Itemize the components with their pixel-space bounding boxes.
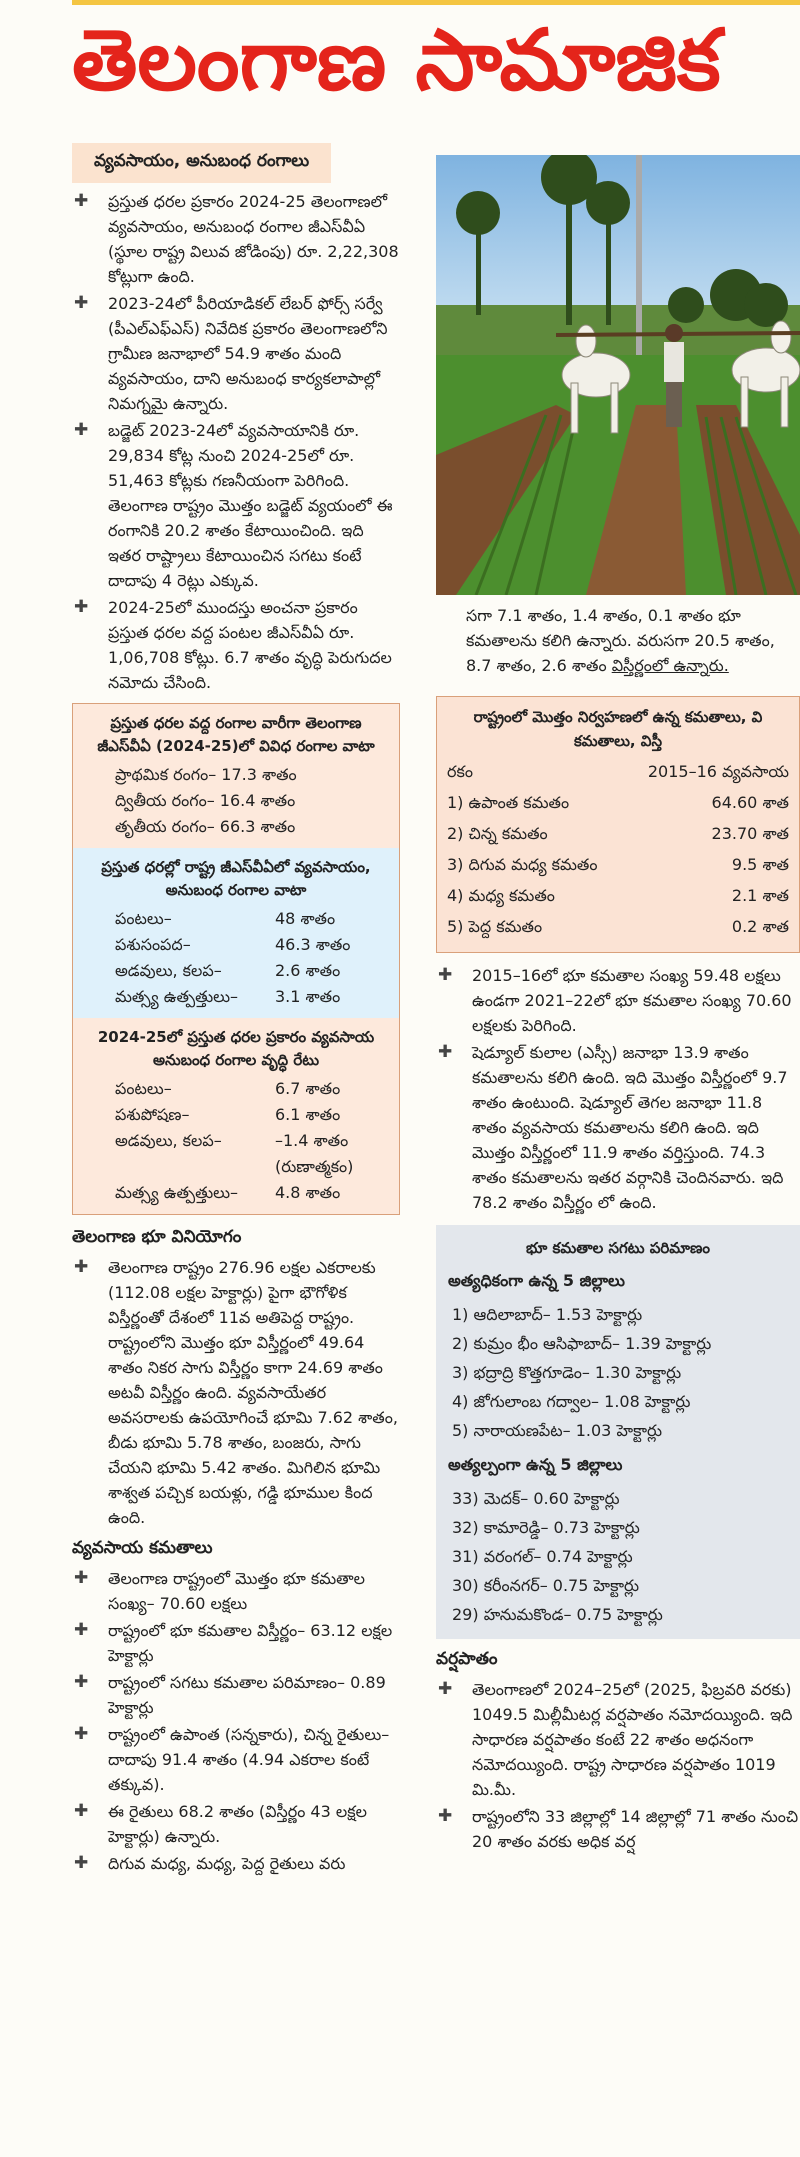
left-column (72, 143, 400, 1878)
growth-rate-panel (73, 1018, 399, 1214)
table-row: 2) చిన్న కమతం 23.70 శాత (447, 824, 789, 843)
agri-share-title: ప్రస్తుత ధరల్లో రాష్ట్ర జీఎస్‌వీఏలో వ్యవసాయం, అనుబంధ రంగాల వాటా (101, 858, 371, 899)
highest-districts-heading: అత్యధికంగా ఉన్న 5 జిల్లాలు (448, 1271, 625, 1290)
table-row: 4) మధ్య కమతం 2.1 శాత (447, 886, 789, 905)
lowest-districts-heading: అత్యల్పంగా ఉన్న 5 జిల్లాలు (448, 1455, 623, 1474)
list-item: ✚ బడ్జెట్ 2023-24లో వ్యవసాయానికి రూ. 29,834 కోట్ల నుంచి 2024-25లో రూ. 51,463 కోట్లకు గణనీయంగా పెరిగింది. తెలంగాణ రాష్ట్రం మొత్తం బడ్జెట్ వ్యయంలో ఈ రంగానికి 20.2 శాతం కేటాయించింది. ఇది ఇతర రాష్ట్రాలు కేటాయించిన సగటు కంటే దాదాపు 4 రెట్లు ఎక్కువ. (72, 418, 400, 593)
agri-section-heading: వ్యవసాయం, అనుబంధ రంగాలు (72, 143, 331, 183)
top-accent-bar (72, 0, 800, 5)
ploughing-oxen-illustration (436, 155, 800, 595)
table-header: రకం 2015–16 వ్యవసాయ (447, 762, 789, 781)
table-row: 5) పెద్ద కమతం 0.2 శాత (447, 917, 789, 936)
right-column (436, 155, 800, 1856)
list-item: ✚ తెలంగాణలో 2024–25లో (2025, ఫిబ్రవరి వరకు) 1049.5 మిల్లీమీటర్ల వర్షపాతం నమోదయ్యింది. ఇది సాధారణ వర్షపాతం కంటే 22 శాతం అధనంగా నమోదయ్యింది. రాష్ట్ర సాధారణ వర్షపాతం 1019 మి.మీ. (436, 1677, 800, 1802)
agri-share-panel (73, 848, 399, 1018)
photo-continuation-text: సగా 7.1 శాతం, 1.4 శాతం, 0.1 శాతం భూ కమతాలను కలిగి ఉన్నారు. వరుసగా 20.5 శాతం, 8.7 శాతం, 2.6 శాతం విస్తీర్ణంలో ఉన్నారు. (466, 606, 775, 675)
list-item: 33) మెదక్– 0.60 హెక్టార్లు (452, 1489, 620, 1508)
list-item: 1) ఆదిలాబాద్– 1.53 హెక్టార్లు (452, 1305, 643, 1324)
list-item: ✚ ఈ రైతులు 68.2 శాతం (విస్తీర్ణం 43 లక్షల హెక్టార్లు) ఉన్నారు. (72, 1799, 400, 1849)
table-row: 3) దిగువ మధ్య కమతం 9.5 శాత (447, 855, 789, 874)
list-item: ✚ 2023-24లో పీరియాడికల్ లేబర్ ఫోర్స్ సర్వే (పీఎల్ఎఫ్ఎస్) నివేదిక ప్రకారం తెలంగాణలోని గ్రామీణ జనాభాలో 54.9 శాతం మంది వ్యవసాయం, దాని అనుబంధ కార్యకలాపాల్లో నిమగ్నమై ఉన్నారు. (72, 291, 400, 416)
list-item: ✚ షెడ్యూల్ కులాల (ఎస్సీ) జనాభా 13.9 శాతం కమతాలను కలిగి ఉంది. ఇది మొత్తం విస్తీర్ణంలో 9.7 శాతం ఉంటుంది. షెడ్యూల్ తెగల జనాభా 11.8 శాతం వ్యవసాయ కమతాలను కలిగి ఉంది. ఇది మొత్తం విస్తీర్ణంలో 11.9 శాతం వర్తిస్తుంది. 74.3 శాతం కమతాలను ఇతర వర్గానికి చెందినవారు. ఇది 78.2 శాతం విస్తీర్ణం లో ఉంది. (436, 1040, 800, 1215)
land-use-bullets (72, 1255, 400, 1530)
list-item: ✚ రాష్ట్రంలో సగటు కమతాల పరిమాణం– 0.89 హెక్టార్లు (72, 1670, 400, 1720)
holdings-table (436, 696, 800, 953)
rainfall-heading: వర్షపాతం (436, 1649, 498, 1669)
gsva-info-box (72, 703, 400, 1215)
holdings-change-bullets (436, 963, 800, 1215)
list-item: 3) భద్రాద్రి కొత్తగూడెం– 1.30 హెక్టార్లు (452, 1363, 682, 1382)
agri-share-row: పశుసంపద– 46.3 శాతం (115, 935, 351, 954)
list-item: 29) హనుమకొండ– 0.75 హెక్టార్లు (452, 1605, 663, 1624)
sector-share-panel (73, 704, 399, 848)
list-item: ✚ తెలంగాణ రాష్ట్రం 276.96 లక్షల ఎకరాలకు (112.08 లక్షల హెక్టార్లు) పైగా భౌగోళిక విస్తీర్ణంతో దేశంలో 11వ అతిపెద్ద రాష్ట్రం. రాష్ట్రంలోని మొత్తం భూ విస్తీర్ణంలో 49.64 శాతం నికర సాగు విస్తీర్ణం కాగా 24.69 శాతం అటవీ విస్తీర్ణం ఉంది. వ్యవసాయేతర అవసరాలకు ఉపయోగించే భూమి 7.62 శాతం, బీడు భూమి 5.78 శాతం, బంజరు, సాగు చేయని భూమి 5.42 శాతం. మిగిలిన భూమి శాశ్వత పచ్చిక బయళ్లు, గడ్డి భూముల కింద ఉంది. (72, 1255, 400, 1530)
growth-rate-row: పంటలు– 6.7 శాతం (115, 1079, 341, 1098)
page-headline: తెలంగాణ సామాజిక (72, 11, 721, 109)
list-item: ✚ ప్రస్తుత ధరల ప్రకారం 2024-25 తెలంగాణలో వ్యవసాయం, అనుబంధ రంగాల జీఎస్‌వీఏ (స్థూల రాష్ట్ర విలువ జోడింపు) రూ. 2,22,308 కోట్లుగా ఉంది. (72, 189, 400, 289)
sector-share-row: ప్రాథమిక రంగం– 17.3 శాతం (115, 765, 297, 784)
list-item: ✚ తెలంగాణ రాష్ట్రంలో మొత్తం భూ కమతాల సంఖ్య– 70.60 లక్షలు (72, 1566, 400, 1616)
growth-rate-row: పశుపోషణ– 6.1 శాతం (115, 1105, 341, 1124)
avg-holding-box (436, 1225, 800, 1639)
agri-bullets (72, 189, 400, 695)
holdings-table-subtitle: కమతాలు, విస్తీ (573, 732, 663, 750)
farm-photo (436, 155, 800, 595)
sector-share-row: ద్వితీయ రంగం– 16.4 శాతం (115, 791, 296, 810)
growth-rate-row: మత్స్య ఉత్పత్తులు– 4.8 శాతం (115, 1183, 341, 1202)
holdings-heading: వ్యవసాయ కమతాలు (72, 1538, 213, 1558)
growth-rate-row: అడవులు, కలప– –1.4 శాతం (రుణాత్మకం) (115, 1131, 354, 1176)
list-item: ✚ 2015–16లో భూ కమతాల సంఖ్య 59.48 లక్షలు ఉండగా 2021–22లో భూ కమతాల సంఖ్య 70.60 లక్షలకు పెరిగింది. (436, 963, 800, 1038)
growth-rate-title: 2024-25లో ప్రస్తుత ధరల ప్రకారం వ్యవసాయ అనుబంధ రంగాల వృద్ధి రేటు (97, 1028, 375, 1069)
avg-holding-title: భూ కమతాల సగటు పరిమాణం (526, 1239, 710, 1257)
sector-share-row: తృతీయ రంగం– 66.3 శాతం (115, 817, 296, 836)
holdings-bullets (72, 1566, 400, 1876)
list-item: ✚ రాష్ట్రంలోని 33 జిల్లాల్లో 14 జిల్లాల్లో 71 శాతం నుంచి 20 శాతం వరకు అధిక వర్ష (436, 1804, 800, 1854)
agri-share-row: అడవులు, కలప– 2.6 శాతం (115, 961, 341, 980)
agri-share-row: మత్స్య ఉత్పత్తులు– 3.1 శాతం (115, 987, 341, 1006)
rainfall-bullets (436, 1677, 800, 1854)
list-item: 5) నారాయణపేట– 1.03 హెక్టార్లు (452, 1421, 662, 1440)
list-item: 31) వరంగల్– 0.74 హెక్టార్లు (452, 1547, 633, 1566)
holdings-table-title: రాష్ట్రంలో మొత్తం నిర్వహణలో ఉన్న కమతాలు, వి (473, 708, 763, 726)
land-use-heading: తెలంగాణ భూ వినియోగం (72, 1227, 242, 1247)
list-item: 2) కుమ్రం భీం ఆసిఫాబాద్– 1.39 హెక్టార్లు (452, 1334, 712, 1353)
list-item: ✚ దిగువ మధ్య, మధ్య, పెద్ద రైతులు వరు (72, 1851, 400, 1876)
list-item: 30) కరీంనగర్– 0.75 హెక్టార్లు (452, 1576, 640, 1595)
table-row: 1) ఉపాంత కమతం 64.60 శాత (447, 793, 789, 812)
agri-share-row: పంటలు– 48 శాతం (115, 909, 336, 928)
list-item: 32) కామారెడ్డి– 0.73 హెక్టార్లు (452, 1518, 640, 1537)
list-item: ✚ 2024-25లో ముందస్తు అంచనా ప్రకారం ప్రస్తుత ధరల వద్ద పంటల జీఎస్‌వీఏ రూ. 1,06,708 కోట్లు. 6.7 శాతం వృద్ధి పెరుగుదల నమోదు చేసింది. (72, 595, 400, 695)
list-item: 4) జోగులాంబ గద్వాల– 1.08 హెక్టార్లు (452, 1392, 691, 1411)
list-item: ✚ రాష్ట్రంలో భూ కమతాల విస్తీర్ణం– 63.12 లక్షల హెక్టార్లు (72, 1618, 400, 1668)
sector-share-title: ప్రస్తుత ధరల వద్ద రంగాల వారీగా తెలంగాణ జీఎస్‌వీఏ (2024-25)లో వివిధ రంగాల వాటా (97, 714, 375, 755)
list-item: ✚ రాష్ట్రంలో ఉపాంత (సన్నకారు), చిన్న రైతులు– దాదాపు 91.4 శాతం (4.94 ఎకరాల కంటే తక్కువ). (72, 1722, 400, 1797)
